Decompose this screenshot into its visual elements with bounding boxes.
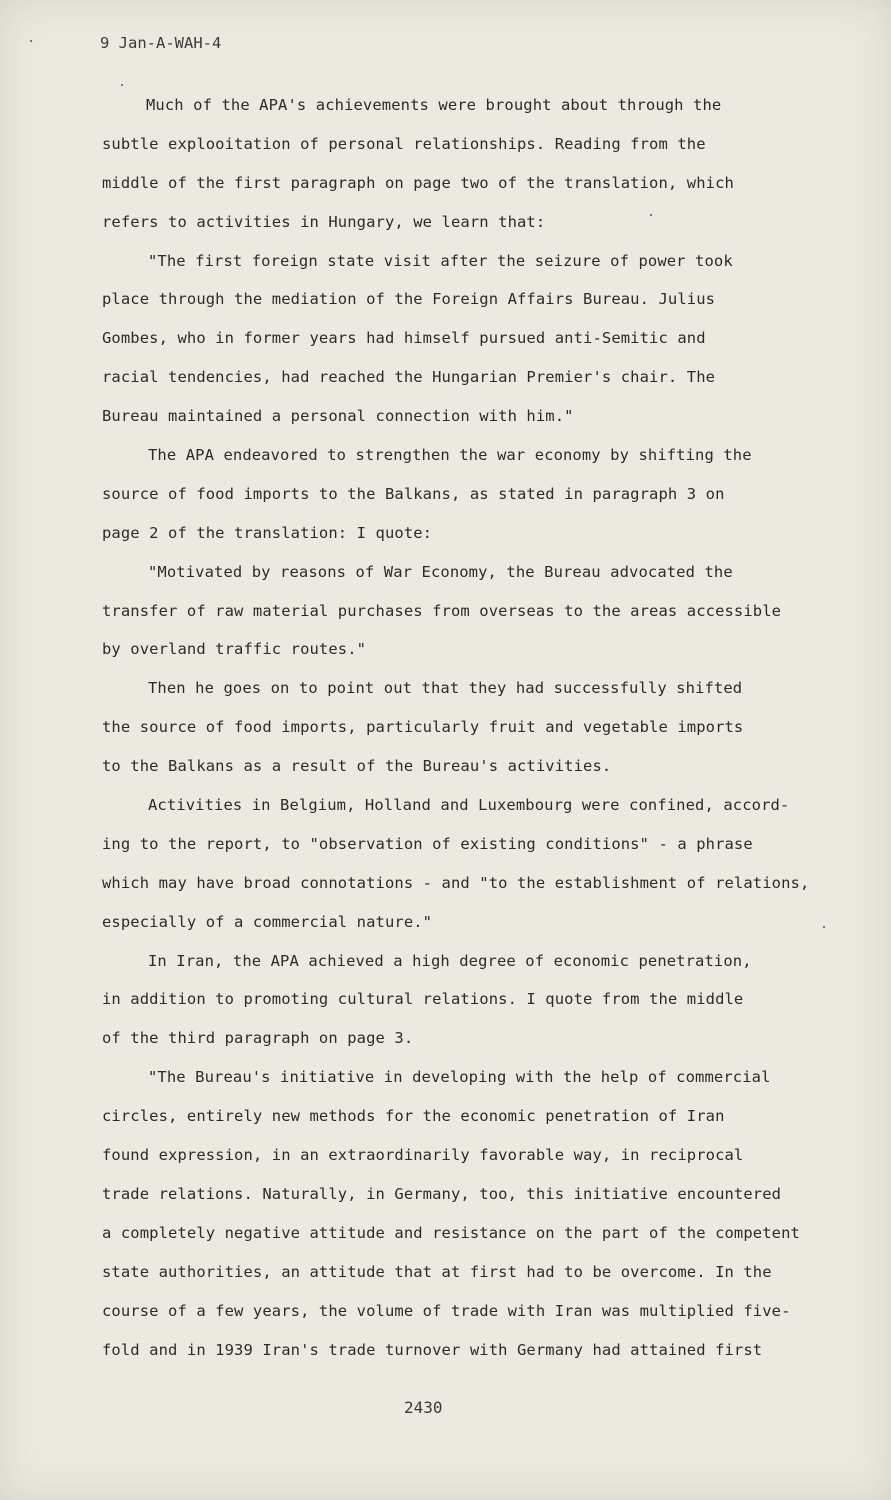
paper-speck (823, 926, 825, 928)
text-line: The APA endeavored to strengthen the war economy by shifting the (148, 446, 752, 465)
text-line: Activities in Belgium, Holland and Luxembourg were confined, accord- (148, 796, 790, 815)
paper-speck (30, 40, 32, 42)
text-line: Bureau maintained a personal connection with him." (102, 407, 574, 426)
text-line: source of food imports to the Balkans, as stated in paragraph 3 on (102, 484, 725, 503)
text-line: of the third paragraph on page 3. (102, 1029, 414, 1048)
text-line: page 2 of the translation: I quote: (102, 523, 433, 542)
text-line: refers to activities in Hungary, we learn that: (102, 212, 546, 231)
text-line: which may have broad connotations - and "to the establishment of relations, (102, 873, 810, 892)
text-line: a completely negative attitude and resistance on the part of the competent (102, 1223, 800, 1242)
text-line: subtle explooitation of personal relationships. Reading from the (102, 134, 706, 153)
text-line: by overland traffic routes." (102, 640, 367, 659)
text-line: found expression, in an extraordinarily favorable way, in reciprocal (102, 1146, 744, 1165)
text-line: "The first foreign state visit after the seizure of power took (148, 251, 733, 270)
text-line: course of a few years, the volume of trade with Iran was multiplied five- (102, 1301, 791, 1320)
text-line: circles, entirely new methods for the economic penetration of Iran (102, 1107, 725, 1126)
text-line: fold and in 1939 Iran's trade turnover with Germany had attained first (102, 1340, 763, 1359)
text-line: to the Balkans as a result of the Bureau's activities. (102, 757, 612, 776)
text-line: trade relations. Naturally, in Germany, too, this initiative encountered (102, 1184, 782, 1203)
text-line: place through the mediation of the Foreign Affairs Bureau. Julius (102, 290, 716, 309)
text-line: state authorities, an attitude that at first had to be overcome. In the (102, 1262, 772, 1281)
text-line: the source of food imports, particularly fruit and vegetable imports (102, 718, 744, 737)
body-text (102, 86, 822, 1369)
text-line: in addition to promoting cultural relations. I quote from the middle (102, 990, 744, 1009)
text-line: ing to the report, to "observation of existing conditions" - a phrase (102, 834, 753, 853)
text-line: middle of the first paragraph on page two of the translation, which (102, 173, 734, 192)
text-line: racial tendencies, had reached the Hungarian Premier's chair. The (102, 368, 716, 387)
text-line: In Iran, the APA achieved a high degree of economic penetration, (148, 951, 752, 970)
page-number: 2430 (404, 1398, 443, 1417)
text-line: "Motivated by reasons of War Economy, the Bureau advocated the (148, 562, 733, 581)
text-line: transfer of raw material purchases from overseas to the areas accessible (102, 601, 782, 620)
text-line: especially of a commercial nature." (102, 912, 433, 931)
document-reference: 9 Jan-A-WAH-4 (100, 34, 222, 52)
text-line: Then he goes on to point out that they had successfully shifted (148, 679, 743, 698)
text-line: "The Bureau's initiative in developing with the help of commercial (148, 1068, 771, 1087)
text-line: Gombes, who in former years had himself pursued anti-Semitic and (102, 329, 706, 348)
text-line: Much of the APA's achievements were brought about through the (146, 96, 722, 114)
